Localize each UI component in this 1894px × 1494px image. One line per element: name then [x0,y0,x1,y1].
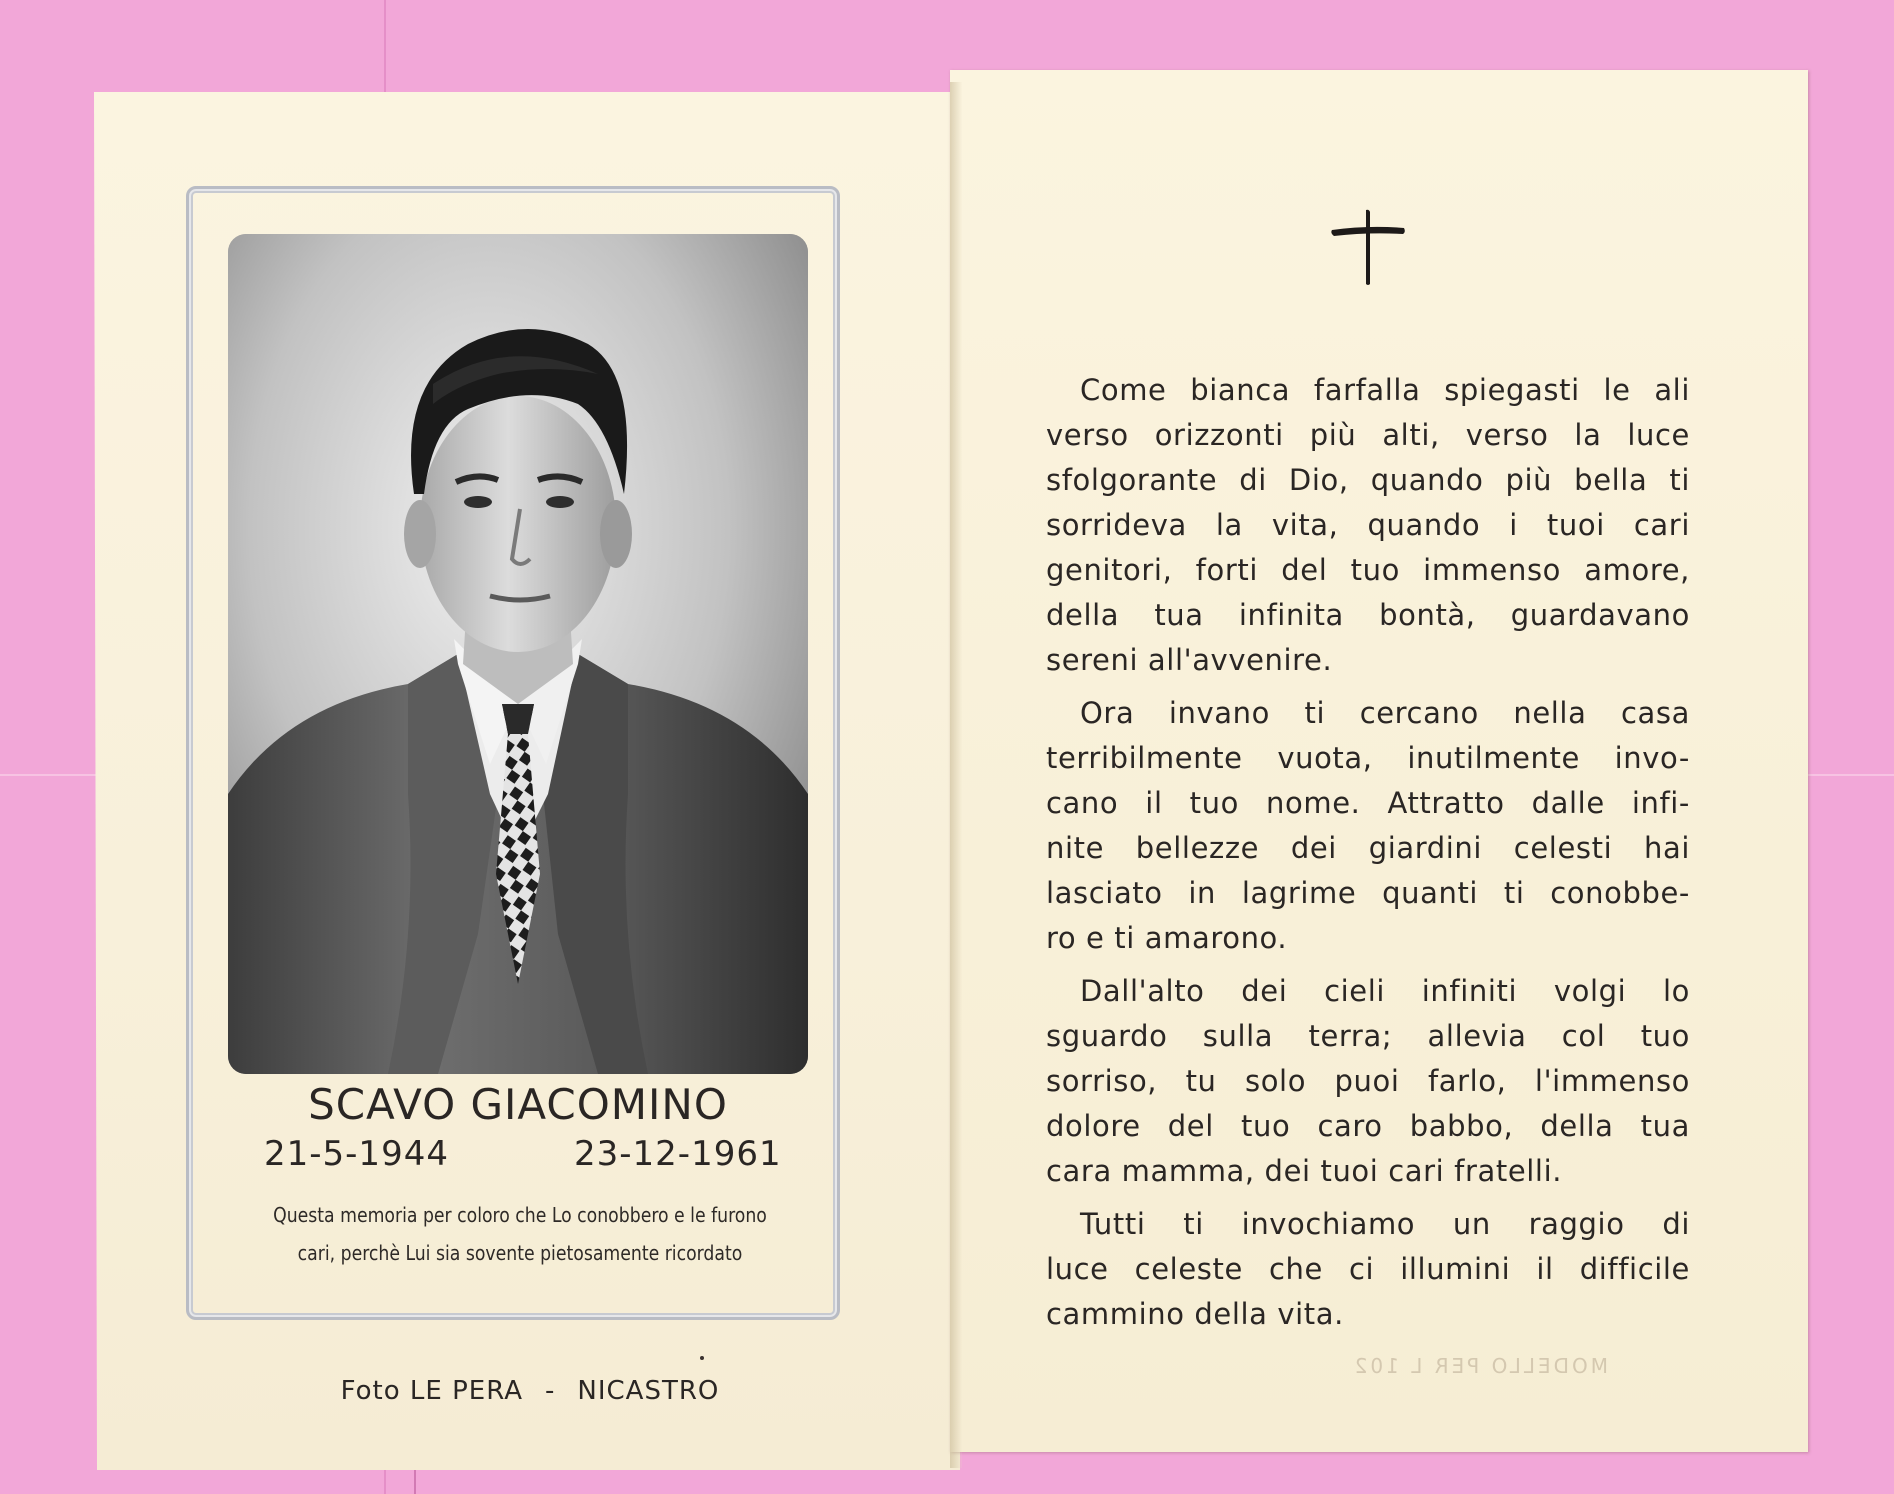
poem-line: lasciato in lagrime quanti ti conobbe- [1046,876,1690,910]
poem-line: sguardo sulla terra; allevia col tuo [1046,1019,1690,1053]
poem-line: cammino della vita. [1046,1297,1344,1331]
memorial-dedication [230,1196,810,1272]
poem-paragraph [1046,691,1690,961]
poem-line: Tutti ti invochiamo un raggio di [1080,1207,1690,1241]
poem-line: della tua infinita bontà, guardavano [1046,598,1690,632]
deceased-name: SCAVO GIACOMINO [308,1080,728,1129]
embossed-imprint: MODELLO PER L 102 [1351,1354,1608,1378]
poem-line: nite bellezze dei giardini celesti hai [1046,831,1690,865]
death-date: 23-12-1961 [574,1134,782,1174]
photo-credit-separator: - [545,1376,556,1406]
photo-credit-town: NICASTRO [577,1376,720,1406]
latin-cross-icon [1330,208,1406,286]
poem-line: luce celeste che ci illumini il difficile [1046,1252,1690,1286]
poem-line: terribilmente vuota, inutilmente invo- [1046,741,1690,775]
poem-line: verso orizzonti più alti, verso la luce [1046,418,1690,452]
poem-line: genitori, forti del tuo immenso amore, [1046,553,1690,587]
poem-line: sfolgorante di Dio, quando più bella ti [1046,463,1690,497]
poem-paragraph [1046,969,1690,1194]
poem-line: dolore del tuo caro babbo, della tua [1046,1109,1690,1143]
portrait-photo-image [228,234,808,1074]
poem-line: sereni all'avvenire. [1046,643,1333,677]
ink-speck [700,1356,704,1360]
photo-credit-studio: Foto LE PERA [340,1376,523,1406]
birth-date: 21-5-1944 [264,1134,449,1174]
poem-line: Ora invano ti cercano nella casa [1080,696,1690,730]
poem-line: cano il tuo nome. Attratto dalle infi- [1046,786,1690,820]
poem-line: Come bianca farfalla spiegasti le ali [1080,373,1690,407]
photo-credit [300,1376,760,1406]
poem-paragraph [1046,368,1690,683]
poem-line: sorriso, tu solo puoi farlo, l'immenso [1046,1064,1690,1098]
poem-line: sorrideva la vita, quando i tuoi cari [1046,508,1690,542]
card-fold [950,82,962,1468]
poem-line: cara mamma, dei tuoi cari fratelli. [1046,1154,1563,1188]
portrait-photo [228,234,808,1074]
poem-paragraph [1046,1202,1690,1337]
memorial-poem [1046,368,1690,1345]
poem-line: Dall'alto dei cieli infiniti volgi lo [1080,974,1690,1008]
poem-line: ro e ti amarono. [1046,921,1288,955]
memorial-dedication-line-1: Questa memoria per coloro che Lo conobbero e le furono [273,1203,767,1227]
memorial-dedication-line-2: cari, perchè Lui sia sovente pietosamente ricordato [297,1241,743,1265]
